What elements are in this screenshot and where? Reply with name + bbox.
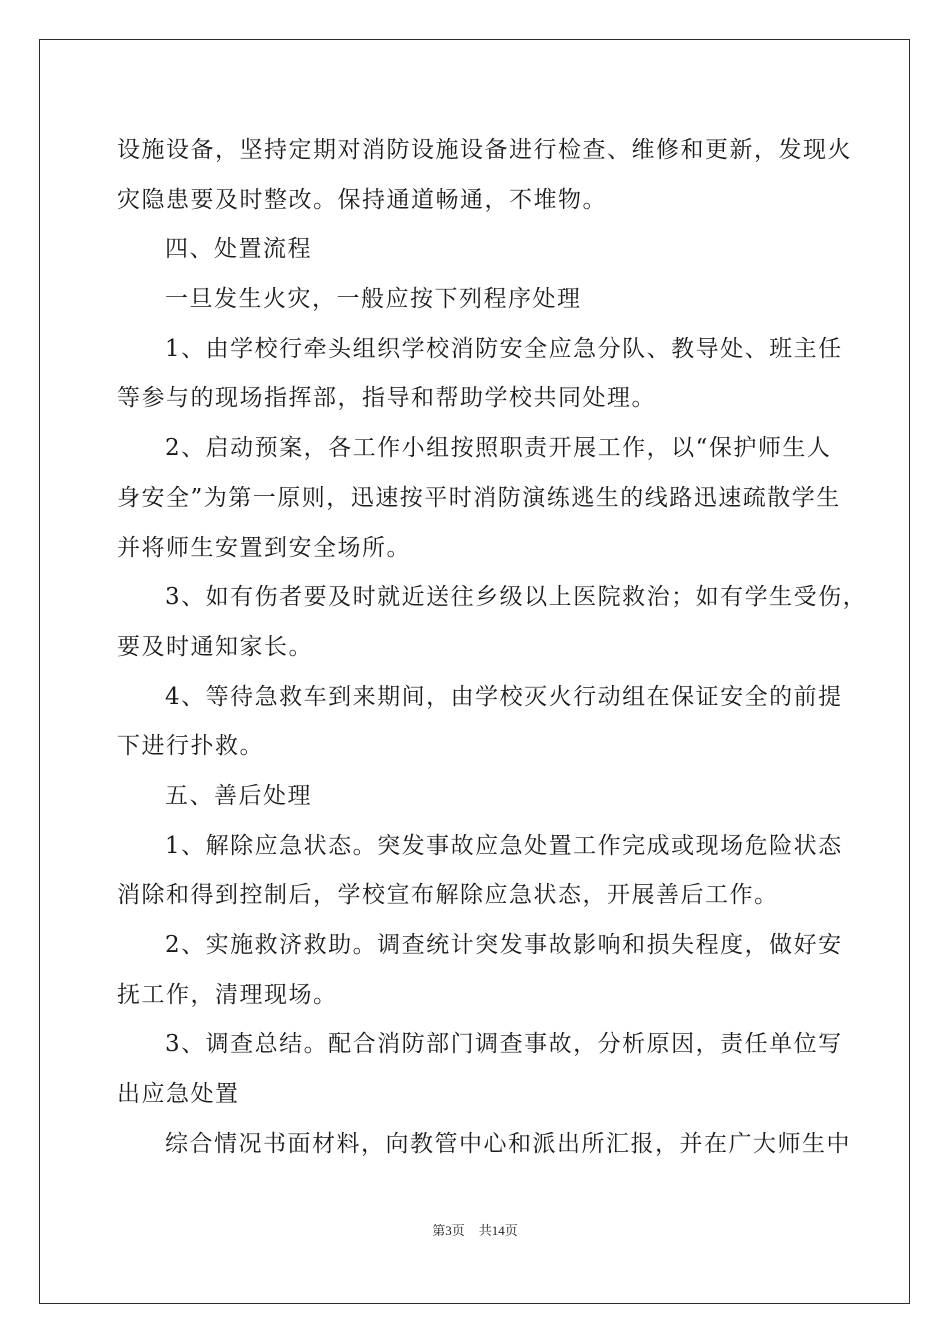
text-line: 出应急处置 [117, 1081, 240, 1108]
document-body [117, 126, 868, 1169]
text-line: 2、启动预案，各工作小组按照职责开展工作，以“保护师生人 [165, 435, 832, 462]
page-total: 共14页 [478, 1223, 518, 1238]
text-line: 等参与的现场指挥部，指导和帮助学校共同处理。 [117, 385, 656, 412]
text-line: 四、处置流程 [165, 236, 312, 263]
text-line: 设施设备，坚持定期对消防设施设备进行检查、维修和更新，发现火 [117, 137, 852, 163]
text-line: 灾隐患要及时整改。保持通道畅通，不堆物。 [117, 186, 607, 213]
text-line: 3、如有伤者要及时就近送往乡级以上医院救治；如有学生受伤， [165, 584, 868, 611]
text-line: 4、等待急救车到来期间，由学校灭火行动组在保证安全的前提 [165, 683, 843, 710]
text-line: 3、调查总结。配合消防部门调查事故，分析原因，责任单位写 [165, 1031, 843, 1058]
text-line: 2、实施救济救助。调查统计突发事故影响和损失程度，做好安 [165, 932, 843, 958]
text-line: 要及时通知家长。 [117, 633, 313, 660]
text-line: 综合情况书面材料，向教管中心和派出所汇报，并在广大师生中 [165, 1130, 851, 1157]
text-line: 1、由学校行牵头组织学校消防安全应急分队、教导处、班主任 [165, 335, 843, 362]
text-line: 身安全”为第一原则，迅速按平时消防演练逃生的线路迅速疏散学生 [117, 484, 841, 511]
text-line: 抚工作，清理现场。 [117, 981, 338, 1008]
text-line: 一旦发生火灾，一般应按下列程序处理 [165, 286, 582, 313]
page-footer [0, 1220, 950, 1239]
text-line: 1、解除应急状态。突发事故应急处置工作完成或现场危险状态 [165, 832, 843, 859]
page-number: 第3页 [432, 1223, 465, 1238]
text-line: 下进行扑救。 [117, 733, 264, 760]
text-line: 消除和得到控制后，学校宣布解除应急状态，开展善后工作。 [117, 882, 779, 909]
text-line: 五、善后处理 [165, 782, 312, 809]
text-line: 并将师生安置到安全场所。 [117, 534, 411, 561]
